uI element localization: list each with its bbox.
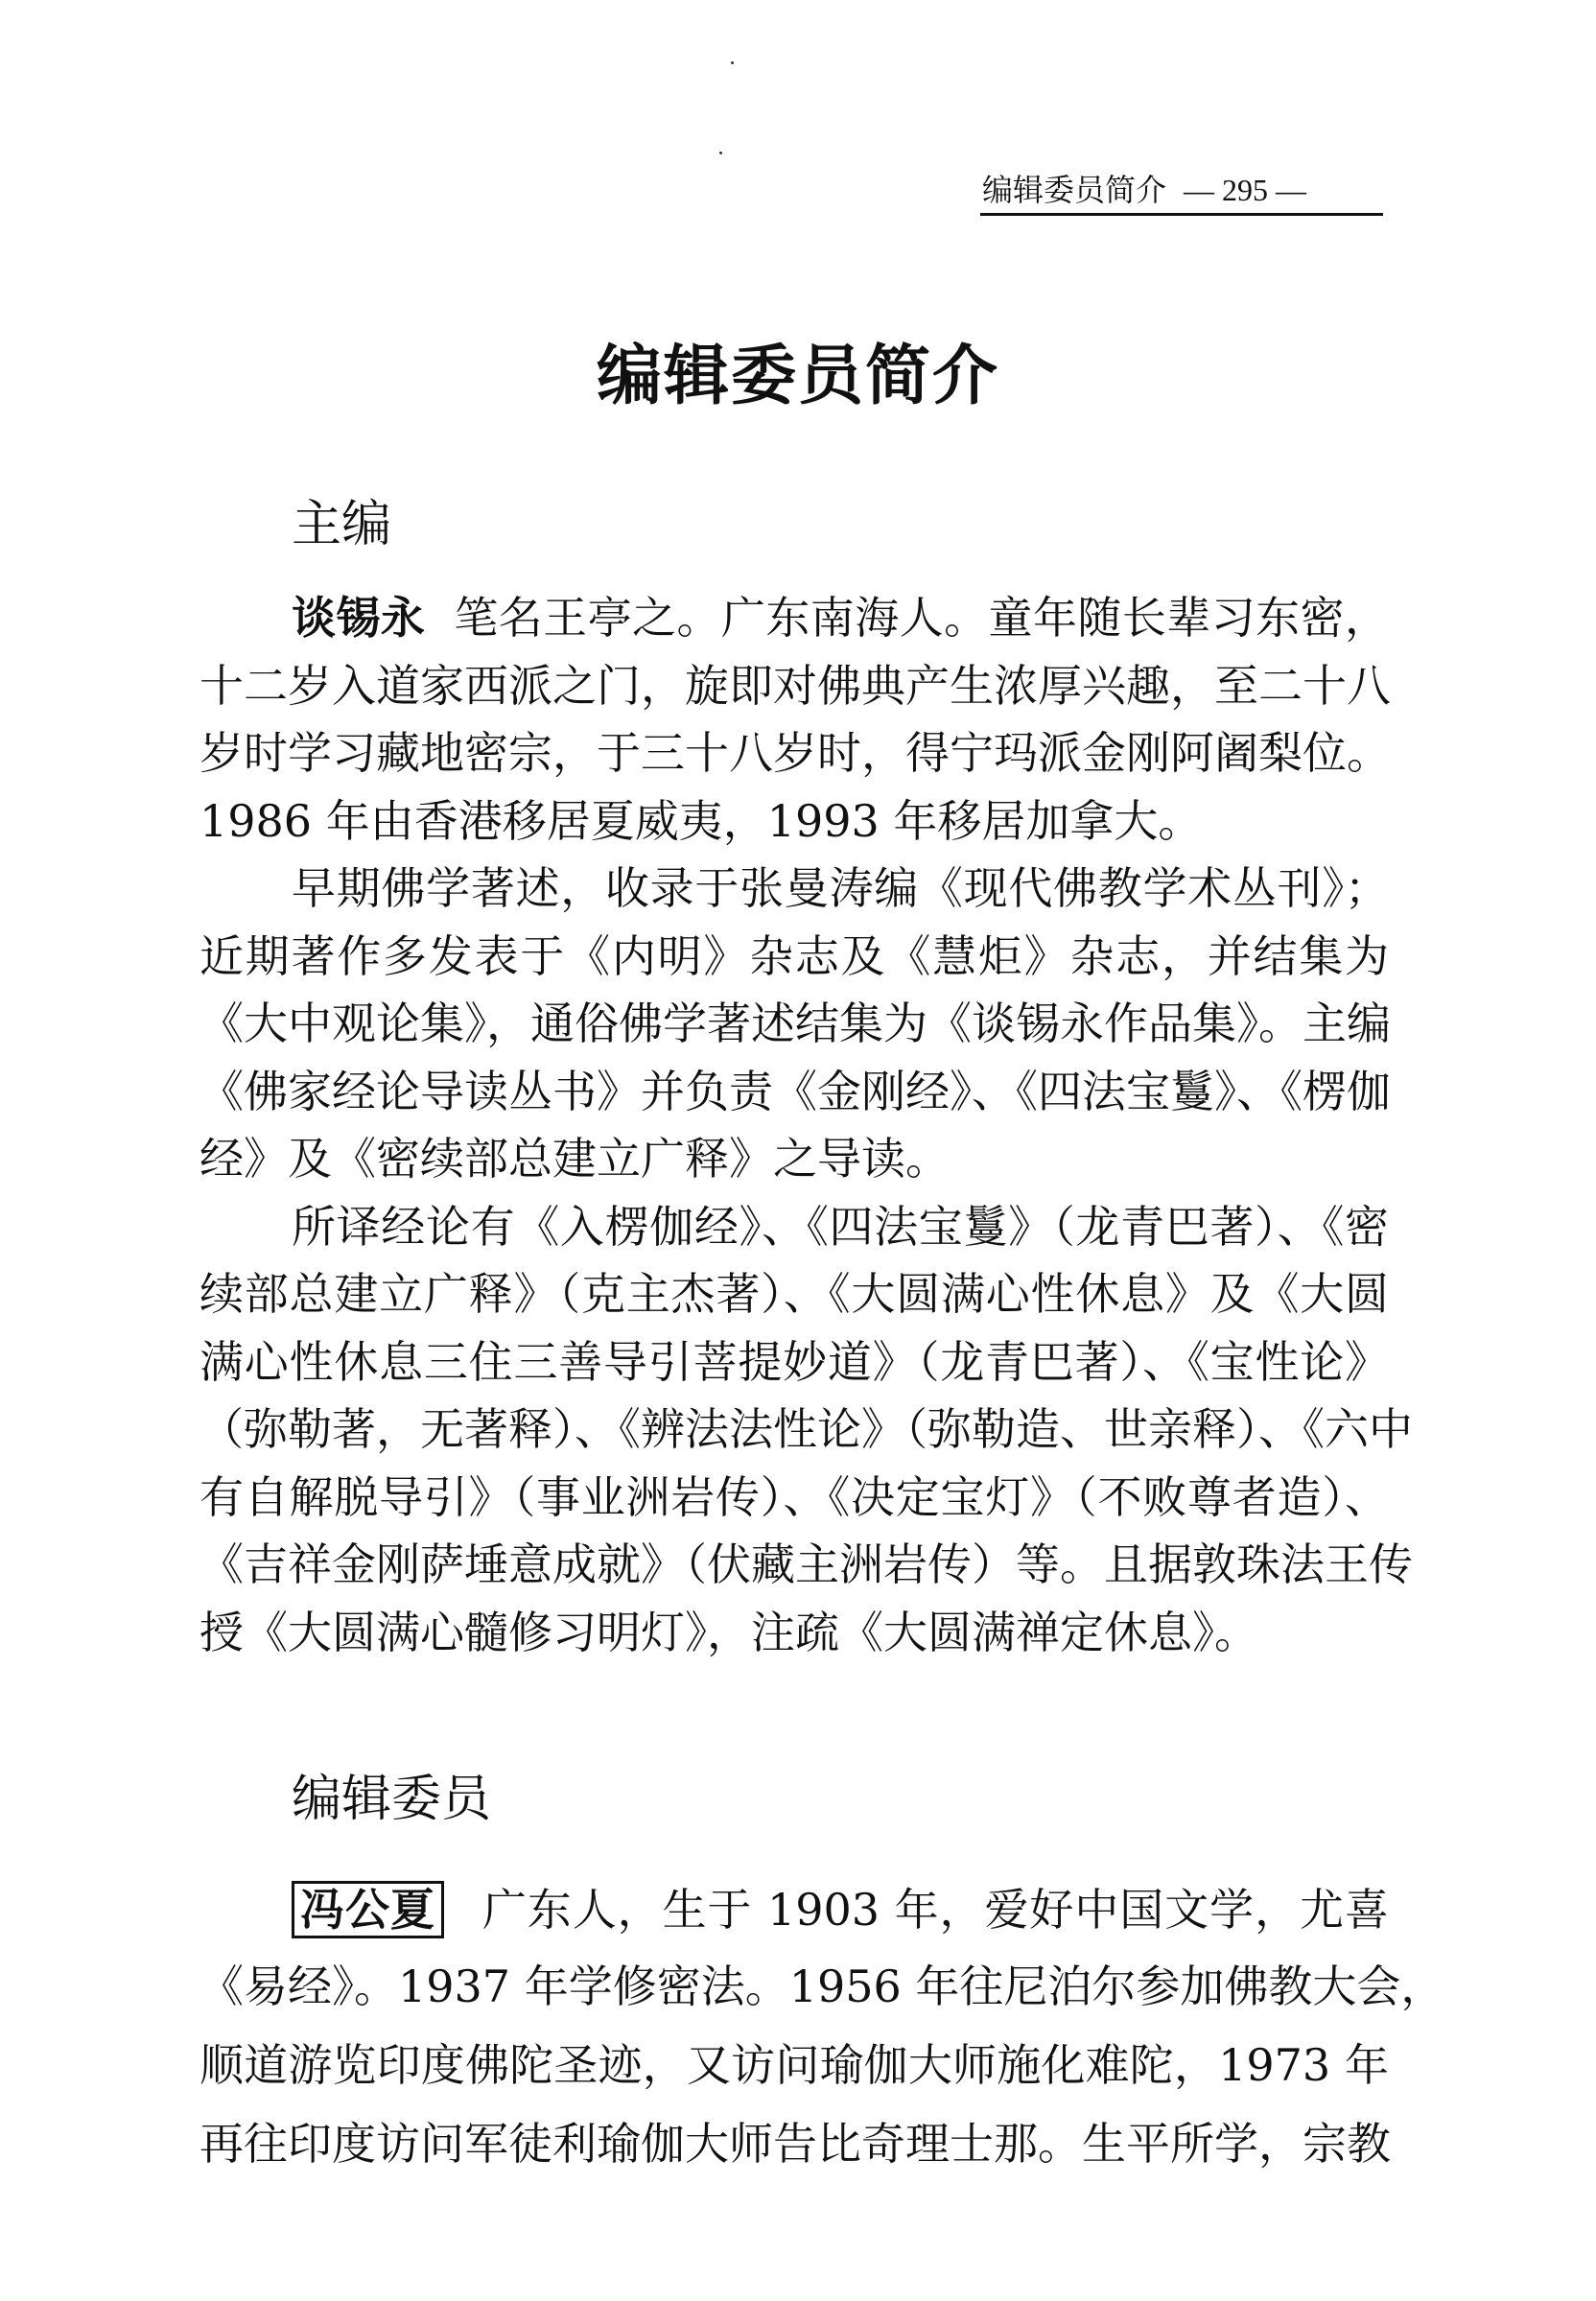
body-line: 十二岁入道家西派之门，旋即对佛典产生浓厚兴趣，至二十八 [200,659,1391,712]
body-line: （弥勒著，无著释）、《辨法法性论》（弥勒造、世亲释）、《六中 [200,1403,1413,1455]
body-line: 再往印度访问军徒利瑜伽大师告比奇理士那。生平所学，宗教 [200,2118,1391,2170]
scan-speck [719,152,722,154]
body-line: 续部总建立广释》（克主杰著）、《大圆满心性休息》及《大圆 [200,1268,1389,1320]
body-text: 广东人，生于 1903 年，爱好中国文学，尤喜 [481,1884,1389,1936]
body-line: 《吉祥金刚萨埵意成就》（伏藏主洲岩传）等。且据敦珠法王传 [200,1538,1413,1590]
page-number: — 295 — [1184,173,1307,207]
person-name-boxed: 冯公夏 [292,1881,444,1938]
body-line: 早期佛学著述，收录于张曼涛编《现代佛教学术丛刊》； [292,862,1389,914]
running-head-section: 编辑委员简介 [982,172,1167,208]
body-line [292,586,1389,649]
header-rule [980,213,1383,216]
running-head [982,169,1381,211]
body-line [292,1878,1389,1941]
body-line: 授《大圆满心髓修习明灯》，注疏《大圆满禅定休息》。 [200,1606,1258,1658]
body-line: 满心性休息三住三善导引菩提妙道》（龙青巴著）、《宝性论》 [200,1335,1389,1388]
section-heading-editors: 编辑委员 [292,1771,492,1828]
person-name: 谈锡永 [292,592,426,644]
body-line: 《易经》。1937 年学修密法。1956 年往尼泊尔参加佛教大会， [200,1961,1445,2012]
body-line: 近期著作多发表于《内明》杂志及《慧炬》杂志，并结集为 [200,929,1389,982]
body-text: 笔名王亭之。广东南海人。童年随长辈习东密， [454,592,1390,644]
scan-speck [731,61,734,64]
body-line: 1986 年由香港移居夏威夷，1993 年移居加拿大。 [200,794,1203,847]
body-line: 《佛家经论导读丛书》并负责《金刚经》、《四法宝鬘》、《楞伽 [200,1065,1391,1117]
body-line: 《大中观论集》，通俗佛学著述结集为《谈锡永作品集》。主编 [200,998,1391,1049]
body-line: 有自解脱导引》（事业洲岩传）、《决定宝灯》（不败尊者造）、 [200,1470,1389,1523]
body-line: 岁时学习藏地密宗，于三十八岁时，得宁玛派金刚阿阇梨位。 [200,727,1391,779]
body-line: 顺道游览印度佛陀圣迹，又访问瑜伽大师施化难陀，1973 年 [200,2039,1389,2091]
body-line: 所译经论有《入楞伽经》、《四法宝鬘》（龙青巴著）、《密 [292,1200,1389,1253]
page-title: 编辑委员简介 [596,339,999,414]
section-heading-chief-editor: 主编 [292,496,392,553]
body-line: 经》及《密续部总建立广释》之导读。 [200,1133,950,1185]
